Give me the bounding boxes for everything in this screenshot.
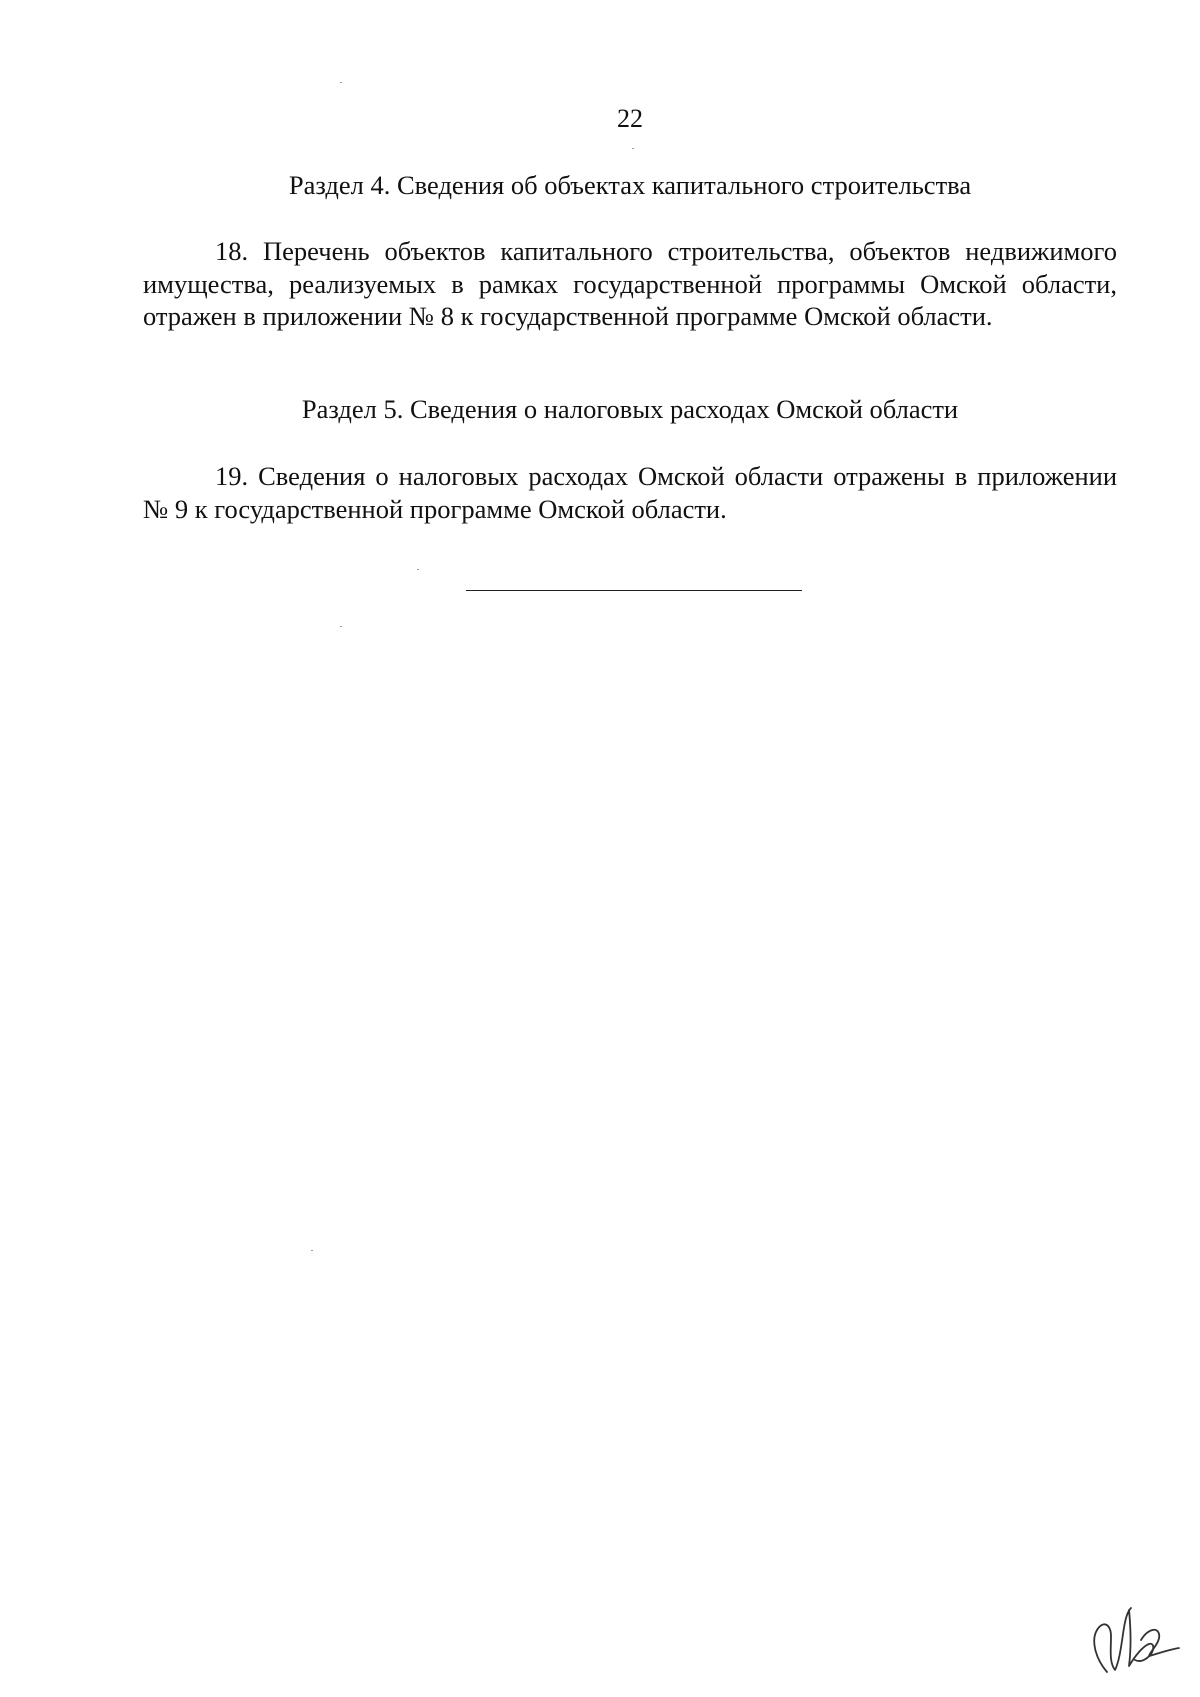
section-5-heading: Раздел 5. Сведения о налоговых расходах Омской области bbox=[301, 394, 959, 424]
scan-speck bbox=[340, 82, 342, 83]
section-4-paragraph: 18. Перечень объектов капитального строительства, объектов недвижимого имущества, реализуемых в рамках государственной программы Омской области, отражен в приложении № 8 к государственной программе Омской области. bbox=[143, 236, 1117, 331]
signature-icon bbox=[1085, 1600, 1185, 1682]
end-of-text-rule bbox=[466, 590, 802, 591]
scan-speck bbox=[632, 148, 634, 149]
scan-speck bbox=[340, 626, 342, 627]
section-5-paragraph: 19. Сведения о налоговых расходах Омской области отражены в приложении № 9 к государственной программе Омской области. bbox=[143, 461, 1117, 524]
page-number: 22 bbox=[617, 104, 643, 133]
scan-speck bbox=[417, 569, 419, 570]
scan-speck bbox=[311, 1250, 313, 1251]
section-4-heading: Раздел 4. Сведения об объектах капитального строительства bbox=[288, 170, 972, 200]
